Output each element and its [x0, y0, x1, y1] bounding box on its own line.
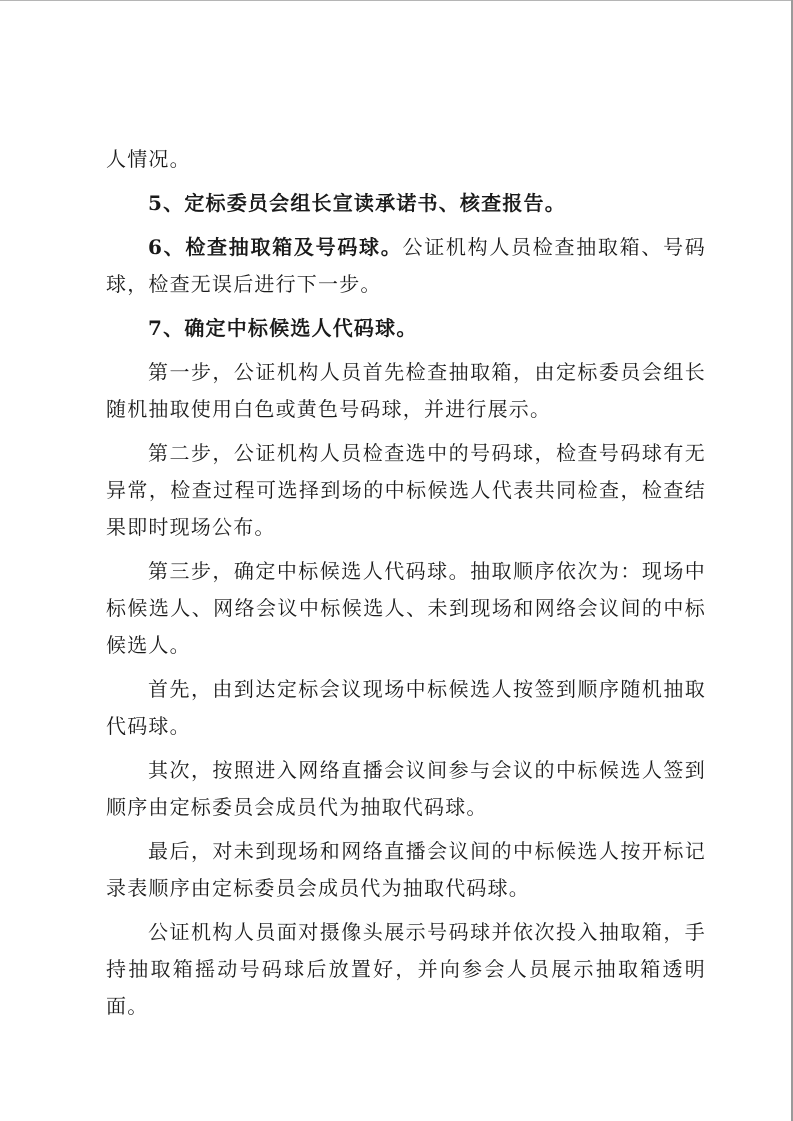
paragraph-step-2: [106, 435, 706, 546]
paragraph-step-1: [106, 354, 706, 428]
paragraph-text: 公证机构人员面对摄像头展示号码球并依次投入抽取箱，手持抽取箱摇动号码球后放置好，并向参会人员展示抽取箱透明面。: [106, 920, 706, 1018]
paragraph-text: 第二步，公证机构人员检查选中的号码球，检查号码球有无异常，检查过程可选择到场的中标候选人代表共同检查，检查结果即时现场公布。: [106, 441, 706, 539]
paragraph-text: 第一步，公证机构人员首先检查抽取箱，由定标委员会组长随机抽取使用白色或黄色号码球，并进行展示。: [106, 360, 706, 421]
paragraph-item-5: [106, 185, 706, 222]
paragraph-text: 首先，由到达定标会议现场中标候选人按签到顺序随机抽取代码球。: [106, 677, 706, 738]
paragraph-heading: 6、检查抽取箱及号码球。: [148, 235, 403, 259]
paragraph-text: 最后，对未到现场和网络直播会议间的中标候选人按开标记录表顺序由定标委员会成员代为抽取代码球。: [106, 839, 706, 900]
paragraph-item-6: [106, 229, 706, 303]
paragraph-text: 其次，按照进入网络直播会议间参与会议的中标候选人签到顺序由定标委员会成员代为抽取代码球。: [106, 758, 706, 819]
paragraph-notary-display: [106, 914, 706, 1025]
paragraph-heading: 7、确定中标候选人代码球。: [148, 316, 418, 340]
paragraph-second: [106, 752, 706, 826]
document-body: [106, 141, 706, 1032]
paragraph-text: 第三步，确定中标候选人代码球。抽取顺序依次为：现场中标候选人、网络会议中标候选人、未到现场和网络会议间的中标候选人。: [106, 559, 706, 657]
paragraph-last: [106, 833, 706, 907]
paragraph-item-7: [106, 310, 706, 347]
paragraph-text: 公证机构人员检查抽取箱、号码球，检查无误后进行下一步。: [106, 235, 706, 296]
paragraph-continuation: [106, 141, 706, 178]
paragraph-first: [106, 671, 706, 745]
paragraph-heading: 5、定标委员会组长宣读承诺书、核查报告。: [148, 191, 566, 215]
page-edge-top: [0, 0, 793, 1]
paragraph-step-3: [106, 553, 706, 664]
paragraph-text: 人情况。: [106, 147, 191, 171]
